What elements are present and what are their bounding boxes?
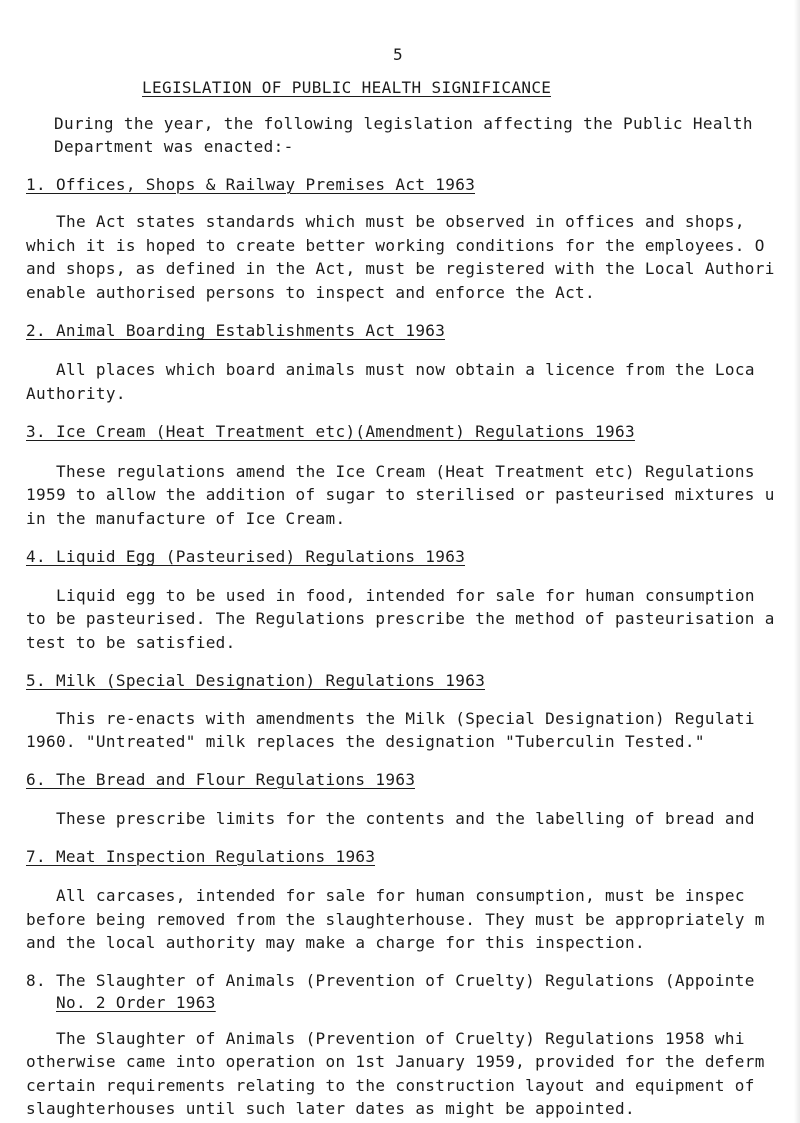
item-3-line-2: 1959 to allow the addition of sugar to sterilised or pasteurised mixtures u [26, 486, 775, 505]
item-6-line-1: These prescribe limits for the contents and the labelling of bread and [56, 810, 755, 829]
item-3-line-1: These regulations amend the Ice Cream (Heat Treatment etc) Regulations [56, 462, 755, 481]
item-1-line-4: enable authorised persons to inspect and enforce the Act. [26, 283, 596, 302]
item-8-line-1: The Slaughter of Animals (Prevention of Cruelty) Regulations 1958 whi [56, 1029, 745, 1048]
item-2-heading: 2. Animal Boarding Establishments Act 1963 [26, 322, 446, 341]
item-1-line-2: which it is hoped to create better working conditions for the employees. O [26, 236, 765, 255]
item-4-line-3: test to be satisfied. [26, 633, 236, 652]
item-1-line-1: The Act states standards which must be observed in offices and shops, [56, 213, 745, 232]
item-7-heading: 7. Meat Inspection Regulations 1963 [26, 847, 376, 866]
item-8-line-3: certain requirements relating to the construction layout and equipment of [26, 1076, 755, 1095]
item-8-heading-line-2: No. 2 Order 1963 [56, 994, 216, 1013]
item-5-line-2: 1960. "Untreated" milk replaces the designation "Tuberculin Tested." [26, 733, 705, 752]
item-6-heading: 6. The Bread and Flour Regulations 1963 [26, 770, 416, 789]
item-4-heading: 4. Liquid Egg (Pasteurised) Regulations 1963 [26, 548, 466, 567]
item-1-line-3: and shops, as defined in the Act, must be registered with the Local Authori [26, 260, 775, 279]
item-4-line-1: Liquid egg to be used in food, intended for sale for human consumption [56, 586, 755, 605]
page-number: 5 [393, 45, 403, 64]
item-5-line-1: This re-enacts with amendments the Milk (Special Designation) Regulati [56, 709, 755, 728]
intro-line-2: Department was enacted:- [54, 138, 294, 157]
page-edge-shadow [794, 0, 800, 1123]
item-8-line-2: otherwise came into operation on 1st January 1959, provided for the deferm [26, 1053, 765, 1072]
intro-line-1: During the year, the following legislation affecting the Public Health [54, 114, 753, 133]
item-2-line-1: All places which board animals must now obtain a licence from the Loca [56, 361, 755, 380]
item-3-line-3: in the manufacture of Ice Cream. [26, 509, 346, 528]
item-7-line-2: before being removed from the slaughterhouse. They must be appropriately m [26, 910, 765, 929]
item-8-line-4: slaughterhouses until such later dates as might be appointed. [26, 1100, 635, 1119]
item-5-heading: 5. Milk (Special Designation) Regulations 1963 [26, 672, 486, 691]
item-8-heading-line-1: 8. The Slaughter of Animals (Prevention of Cruelty) Regulations (Appointe [26, 972, 755, 991]
page-title: LEGISLATION OF PUBLIC HEALTH SIGNIFICANCE [142, 79, 552, 97]
item-2-line-2: Authority. [26, 384, 126, 403]
item-3-heading: 3. Ice Cream (Heat Treatment etc)(Amendment) Regulations 1963 [26, 423, 635, 442]
item-1-heading: 1. Offices, Shops & Railway Premises Act 1963 [26, 175, 476, 194]
item-7-line-1: All carcases, intended for sale for human consumption, must be inspec [56, 887, 745, 906]
item-4-line-2: to be pasteurised. The Regulations prescribe the method of pasteurisation a [26, 610, 775, 629]
item-7-line-3: and the local authority may make a charge for this inspection. [26, 933, 645, 952]
